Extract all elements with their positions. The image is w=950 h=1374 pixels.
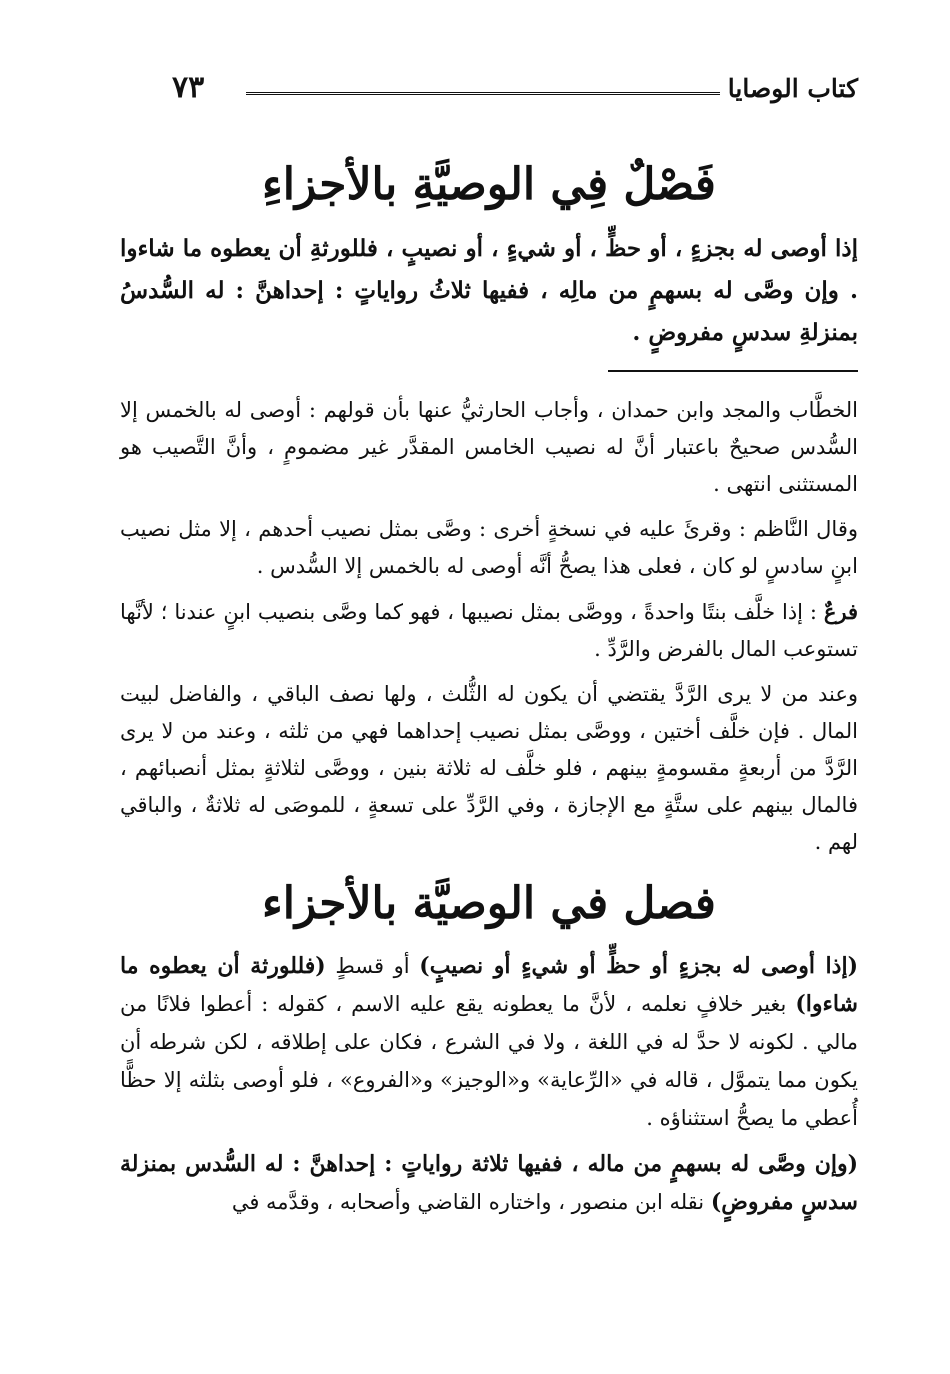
- note-paragraph: [120, 392, 858, 503]
- note-text: الخطَّاب والمجد وابن حمدان ، وأجاب الحارثيُّ عنها بأن قولهم : أوصى له بالخمس إلا السُّدس صحيحٌ باعتبار أنَّ له نصيب الخامس المقدَّر غير مضمومٍ ، وأنَّ التَّصيب هو المستثنى انتهى .: [120, 398, 858, 496]
- sharh-text: بغير خلافٍ نعلمه ، لأنَّ ما يعطونه يقع عليه الاسم ، كقوله : أعطوا فلانًا من مالي . لكونه لا حدَّ له في اللغة ، ولا في الشرع ، فكان على إطلاقه ، لكن شرطه أن يكون مما يتموَّل ، قاله في «الرِّعاية» و«الوجيز» و«الفروع» ، فلو أوصى بثلثه إلا حظًّا أُعطي ما يصحُّ استثناؤه .: [120, 992, 858, 1130]
- matn-quote: (فللورثة أن يعطوه ما شاءوا): [120, 953, 858, 1017]
- header-rule: [246, 92, 720, 98]
- matn-text: إذا أوصى له بجزءٍ ، أو حظٍّ ، أو شيءٍ ، أو نصيبٍ ، فللورثةِ أن يعطوه ما شاءوا . وإن وصَّى له بسهمٍ من مالِه ، ففيها ثلاثُ رواياتٍ : إحداهنَّ : له السُّدسُ بمنزلةِ سدسٍ مفروضٍ .: [120, 235, 858, 346]
- note-paragraph: [120, 676, 858, 861]
- running-title: كتاب الوصايا: [727, 74, 858, 103]
- page-number: ٧٣: [172, 70, 205, 105]
- matn-quote: (وإن وصَّى له بسهمٍ من ماله ، ففيها ثلاثة رواياتٍ : إحداهنَّ : له السُّدس بمنزلة سدسٍ مفروضٍ): [120, 1151, 859, 1215]
- sharh-paragraph: [120, 1145, 858, 1221]
- page-header: [120, 68, 858, 108]
- section-heading: فَصْلٌ فِي الوصيَّةِ بالأجزاءِ: [262, 159, 716, 210]
- matn-quote: (إذا أوصى له بجزءٍ أو حظٍّ أو شيءٍ أو نصيبٍ): [419, 953, 858, 979]
- note-paragraph: [120, 511, 858, 585]
- note-lead: فرعٌ: [823, 599, 858, 624]
- sharh-heading: فصل في الوصيَّة بالأجزاء: [262, 878, 716, 929]
- note-paragraph: [120, 593, 858, 668]
- sharh-text: نقله ابن منصور ، واختاره القاضي وأصحابه ، وقدَّمه في: [231, 1190, 711, 1214]
- footnote-divider: [608, 370, 858, 372]
- sharh-paragraph: [120, 947, 858, 1137]
- sharh-text: أو قسطٍ: [325, 954, 420, 978]
- note-text: وقال النَّاظم : وقرئَ عليه في نسخةٍ أخرى : وصَّى بمثل نصيب أحدهم ، إلا مثل نصيب ابنٍ سادسٍ لو كان ، فعلى هذا يصحُّ أنَّه أوصى له بالخمس إلا السُّدس .: [120, 517, 858, 578]
- note-text: : إذا خلَّف بنتًا واحدةً ، ووصَّى بمثل نصيبها ، فهو كما وصَّى بنصيب ابنٍ عندنا ؛ لأنَّها تستوعب المال بالفرض والرَّدِّ .: [120, 600, 858, 661]
- note-text: وعند من لا يرى الرَّدَّ يقتضي أن يكون له الثُّلث ، ولها نصف الباقي ، والفاضل لبيت المال . فإن خلَّف أختين ، ووصَّى بمثل نصيب إحداهما فهي من ثلثه ، وعند من لا يرى الرَّدَّ من أربعةٍ مقسومةٍ بينهم ، فلو خلَّف له ثلاثة بنين ، ووصَّى لثلاثةٍ بمثل أنصبائهم ، فالمال بينهم على ستَّةٍ مع الإجازة ، وفي الرَّدِّ على تسعةٍ ، للموصَى له ثلاثةٌ ، والباقي لهم .: [120, 682, 858, 854]
- page-content: [120, 150, 858, 1229]
